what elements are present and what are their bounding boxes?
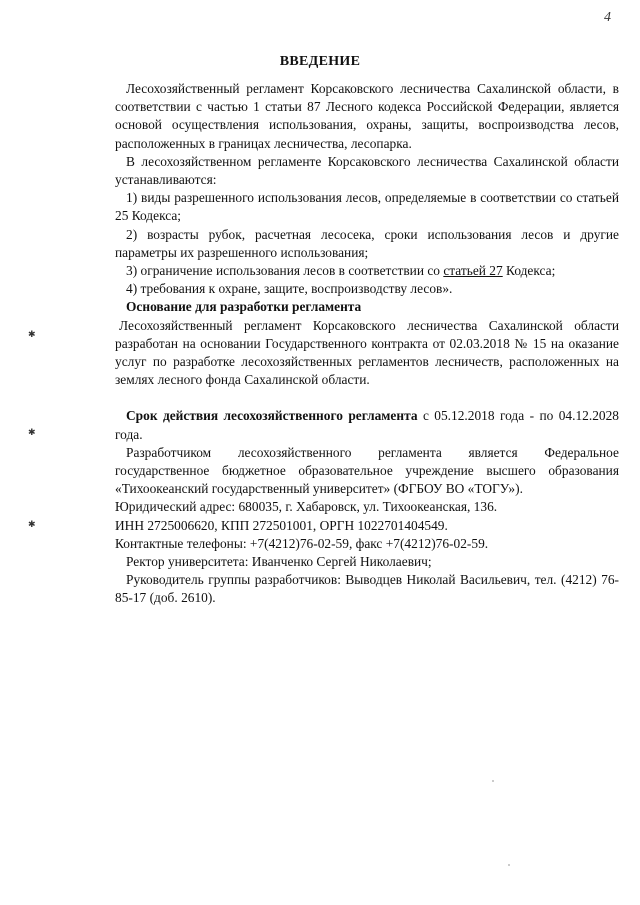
list-item-4: 4) требования к охране, защите, воспроизводству лесов». — [126, 281, 453, 297]
registration-ids: ИНН 2725006620, КПП 272501001, ОРГН 1022701404549. — [115, 517, 448, 533]
page-title: ВВЕДЕНИЕ — [279, 54, 361, 69]
rector-line: Ректор университета: Иванченко Сергей Николаевич; — [126, 554, 432, 570]
binding-hole-mark-bottom: ✱ — [28, 519, 36, 529]
binding-hole-mark-middle: ✱ — [28, 427, 36, 437]
spacer — [115, 389, 619, 407]
list-item-3-text-start: 3) ограничение использования лесов в соответствии со — [126, 263, 444, 279]
document-body — [115, 80, 619, 608]
list-item-1: 1) виды разрешенного использования лесов, определяемые в соответствии со статьей 25 Кодекса; — [115, 190, 619, 224]
project-head-line: Руководитель группы разработчиков: Выводцев Николай Васильевич, тел. (4212) 76-85-17 (доб. 2610). — [115, 572, 619, 606]
intro-paragraph: Лесохозяйственный регламент Корсаковского лесничества Сахалинской области, в соответствии с частью 1 статьи 87 Лесного кодекса Российской Федерации, является основой осуществления использования, охраны, защиты, воспроизводства лесов, расположенных в границах лесничества, лесопарка. — [115, 81, 619, 151]
basis-paragraph: Лесохозяйственный регламент Корсаковского лесничества Сахалинской области разработан на основании Государственного контракта от 02.03.2018 № 15 на оказание услуг по разработке лесохозяйственных регламентов лесничеств, расположенных на землях лесного фонда Сахалинской области. — [115, 317, 619, 388]
article-27-link[interactable]: статьей 27 — [443, 263, 503, 279]
term-paragraph — [115, 407, 619, 443]
developer-paragraph: Разработчиком лесохозяйственного регламента является Федеральное государственное бюджетное образовательное учреждение высшего образования «Тихоокеанский государственный университет» (ФГБОУ ВО «ТОГУ»). — [115, 444, 619, 497]
list-item-2: 2) возрасты рубок, расчетная лесосека, сроки использования лесов и другие параметры их разрешенного использования; — [115, 226, 619, 260]
list-item-3-text-end: Кодекса; — [502, 263, 556, 279]
contact-phones: Контактные телефоны: +7(4212)76-02-59, факс +7(4212)76-02-59. — [115, 535, 489, 551]
page-number: 4 — [604, 10, 611, 25]
legal-address: Юридический адрес: 680035, г. Хабаровск, ул. Тихоокеанская, 136. — [115, 499, 498, 515]
scan-speck — [508, 864, 510, 866]
term-label: Срок действия лесохозяйственного регламента — [126, 408, 418, 424]
binding-hole-mark-top: ✱ — [28, 329, 36, 339]
establishes-paragraph: В лесохозяйственном регламенте Корсаковского лесничества Сахалинской области устанавливаются: — [115, 153, 619, 188]
scan-speck — [492, 780, 494, 782]
basis-heading: Основание для разработки регламента — [126, 299, 362, 315]
term-dates: с 05.12.2018 года - по 04.12.2028 года. — [115, 408, 619, 442]
list-item-3 — [115, 262, 619, 280]
